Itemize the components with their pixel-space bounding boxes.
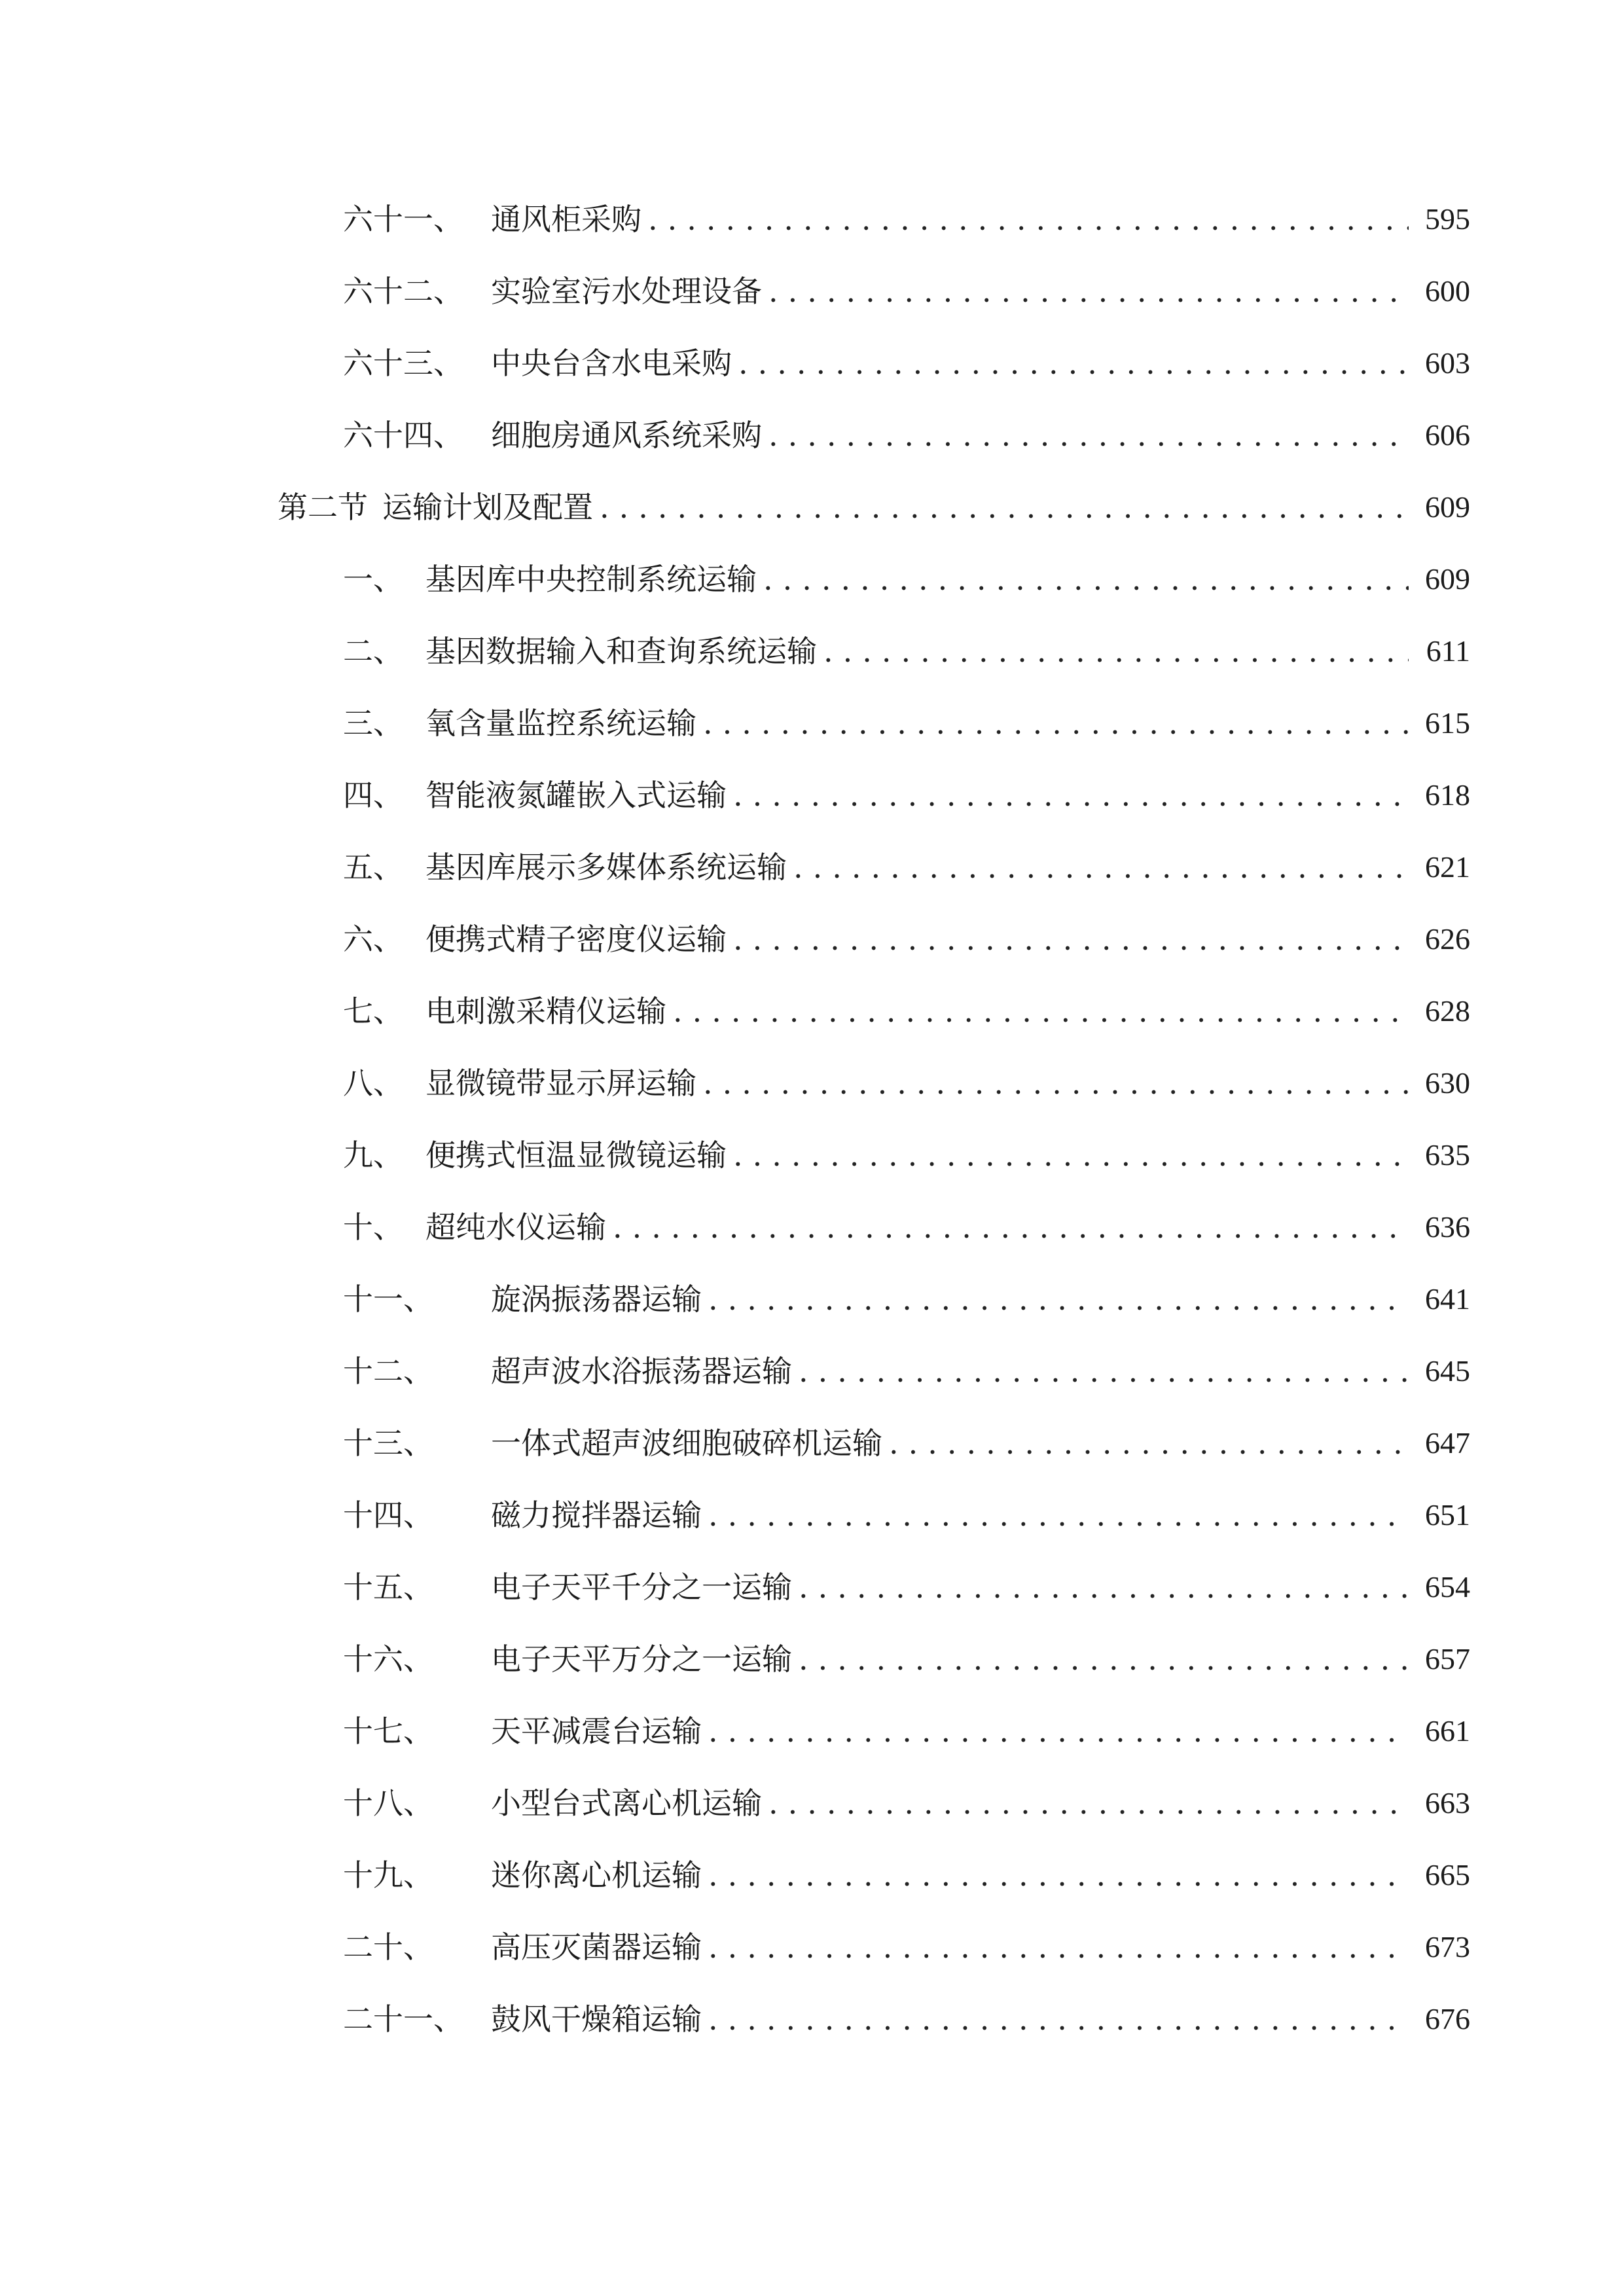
toc-dot-leader — [708, 1276, 1409, 1322]
toc-dot-leader — [708, 1492, 1409, 1538]
toc-entry-title: 细胞房通风系统采购 — [491, 418, 762, 453]
toc-entry-title: 基因库展示多媒体系统运输 — [425, 850, 787, 885]
toc-entry-title: 旋涡振荡器运输 — [491, 1282, 702, 1317]
toc-entry[interactable] — [343, 556, 1470, 602]
toc-entry[interactable] — [343, 1924, 1470, 1970]
toc-entry[interactable] — [343, 1492, 1470, 1538]
toc-entry-page: 606 — [1425, 418, 1470, 452]
toc-dot-leader — [738, 340, 1409, 386]
toc-entry-page: 635 — [1425, 1138, 1470, 1172]
toc-dot-leader — [703, 1060, 1409, 1106]
toc-entry[interactable] — [343, 1204, 1470, 1250]
toc-entry-page: 661 — [1425, 1714, 1470, 1748]
toc-entry-number: 十九、 — [343, 1857, 433, 1893]
toc-entry-title: 超声波水浴振荡器运输 — [491, 1354, 792, 1389]
toc-entry[interactable] — [343, 196, 1470, 242]
toc-entry-page: 676 — [1425, 2002, 1470, 2036]
toc-entry-title: 一体式超声波细胞破碎机运输 — [491, 1426, 882, 1461]
toc-entry-title: 小型台式离心机运输 — [491, 1785, 762, 1821]
toc-entry[interactable] — [343, 268, 1470, 314]
toc-entry-number: 十六、 — [343, 1641, 433, 1677]
toc-entry-page: 630 — [1425, 1066, 1470, 1100]
toc-entry-number: 四、 — [343, 778, 403, 813]
toc-entry-number: 三、 — [343, 706, 403, 741]
toc-entry[interactable] — [343, 1564, 1470, 1610]
toc-dot-leader — [673, 988, 1409, 1034]
toc-section-page: 609 — [1425, 490, 1470, 524]
toc-entry-title: 磁力搅拌器运输 — [491, 1498, 702, 1533]
toc-entry[interactable] — [343, 1636, 1470, 1682]
toc-entry-title: 迷你离心机运输 — [491, 1857, 702, 1893]
toc-dot-leader — [799, 1564, 1409, 1610]
toc-entry[interactable] — [343, 412, 1470, 458]
toc-dot-leader — [708, 1708, 1409, 1754]
toc-dot-leader — [799, 1636, 1409, 1682]
toc-entry-number: 六十四、 — [343, 418, 463, 453]
toc-entry-title: 显微镜带显示屏运输 — [425, 1066, 696, 1101]
toc-entry[interactable] — [343, 340, 1470, 386]
toc-section-number: 第二节 — [278, 490, 368, 525]
toc-dot-leader — [889, 1420, 1409, 1466]
toc-dot-leader — [708, 1924, 1409, 1970]
toc-dot-leader — [768, 268, 1409, 314]
toc-entry[interactable] — [343, 1132, 1470, 1178]
toc-dot-leader — [768, 412, 1409, 458]
toc-entry-page: 651 — [1425, 1498, 1470, 1532]
toc-dot-leader — [600, 484, 1409, 530]
toc-section-entry[interactable] — [278, 484, 1470, 530]
toc-entry-number: 十七、 — [343, 1713, 433, 1749]
toc-entry-number: 九、 — [343, 1138, 403, 1173]
toc-entry-page: 641 — [1425, 1282, 1470, 1316]
toc-entry-number: 六十一、 — [343, 202, 463, 237]
toc-entry-page: 647 — [1425, 1426, 1470, 1460]
toc-entry-title: 高压灭菌器运输 — [491, 1929, 702, 1965]
toc-entry-page: 626 — [1425, 922, 1470, 956]
toc-entry-number: 十四、 — [343, 1498, 433, 1533]
toc-entry-title: 超纯水仪运输 — [425, 1210, 606, 1245]
toc-entry-title: 基因库中央控制系统运输 — [425, 562, 757, 597]
toc-dot-leader — [763, 556, 1409, 602]
toc-dot-leader — [708, 1996, 1409, 2042]
toc-entry-number: 六十三、 — [343, 346, 463, 381]
toc-entry-title: 智能液氮罐嵌入式运输 — [425, 778, 727, 813]
toc-entry-number: 十、 — [343, 1210, 403, 1245]
toc-entry[interactable] — [343, 1276, 1470, 1322]
toc-entry-number: 二十、 — [343, 1929, 433, 1965]
toc-entry-title: 便携式精子密度仪运输 — [425, 922, 727, 957]
toc-entry[interactable] — [343, 1780, 1470, 1826]
toc-entry-title: 电刺激采精仪运输 — [425, 994, 666, 1029]
toc-entry-page: 665 — [1425, 1858, 1470, 1892]
toc-entry-title: 通风柜采购 — [491, 202, 641, 237]
toc-dot-leader — [613, 1204, 1409, 1250]
toc-section-title: 运输计划及配置 — [382, 490, 593, 525]
toc-dot-leader — [733, 916, 1409, 962]
toc-entry-number: 六、 — [343, 922, 403, 957]
toc-entry-number: 十二、 — [343, 1354, 433, 1389]
toc-entry-page: 595 — [1425, 202, 1470, 236]
toc-entry-title: 氧含量监控系统运输 — [425, 706, 696, 741]
toc-entry-title: 便携式恒温显微镜运输 — [425, 1138, 727, 1173]
toc-entry-title: 基因数据输入和查询系统运输 — [425, 634, 817, 669]
toc-dot-leader — [708, 1852, 1409, 1898]
toc-entry-page: 621 — [1425, 850, 1470, 884]
toc-entry[interactable] — [343, 1852, 1470, 1898]
toc-entry-page: 615 — [1425, 706, 1470, 740]
toc-entry-title: 电子天平千分之一运输 — [491, 1570, 792, 1605]
toc-entry[interactable] — [343, 916, 1470, 962]
toc-entry[interactable] — [343, 1420, 1470, 1466]
toc-entry[interactable] — [343, 772, 1470, 818]
toc-dot-leader — [648, 196, 1409, 242]
toc-entry-number: 一、 — [343, 562, 403, 597]
toc-entry-title: 电子天平万分之一运输 — [491, 1641, 792, 1677]
toc-entry[interactable] — [343, 700, 1470, 746]
toc-entry-title: 中央台含水电采购 — [491, 346, 732, 381]
toc-entry-number: 二十一、 — [343, 2001, 463, 2037]
toc-entry-page: 645 — [1425, 1354, 1470, 1388]
toc-entry-number: 七、 — [343, 994, 403, 1029]
toc-entry[interactable] — [343, 628, 1470, 674]
toc-entry-page: 663 — [1425, 1786, 1470, 1820]
toc-entry-page: 673 — [1425, 1930, 1470, 1964]
toc-dot-leader — [768, 1780, 1409, 1826]
toc-entry-page: 600 — [1425, 274, 1470, 308]
toc-dot-leader — [733, 772, 1409, 818]
toc-dot-leader — [703, 700, 1409, 746]
toc-entry-page: 628 — [1425, 994, 1470, 1028]
toc-entry-number: 六十二、 — [343, 274, 463, 309]
toc-entry-number: 十五、 — [343, 1570, 433, 1605]
toc-entry-number: 十八、 — [343, 1785, 433, 1821]
toc-entry-number: 二、 — [343, 634, 403, 669]
toc-entry-number: 十一、 — [343, 1282, 433, 1317]
toc-entry-page: 654 — [1425, 1570, 1470, 1604]
toc-entry[interactable] — [343, 844, 1470, 890]
toc-entry-number: 十三、 — [343, 1426, 433, 1461]
toc-dot-leader — [733, 1132, 1409, 1178]
toc-dot-leader — [799, 1348, 1409, 1394]
toc-entry[interactable] — [343, 988, 1470, 1034]
toc-entry-page: 611 — [1426, 634, 1470, 668]
toc-entry-page: 618 — [1425, 778, 1470, 812]
toc-entry[interactable] — [343, 1060, 1470, 1106]
toc-dot-leader — [823, 628, 1409, 674]
toc-entry-title: 鼓风干燥箱运输 — [491, 2001, 702, 2037]
toc-entry-page: 609 — [1425, 562, 1470, 596]
toc-entry-title: 天平减震台运输 — [491, 1713, 702, 1749]
toc-entry-title: 实验室污水处理设备 — [491, 274, 762, 309]
toc-entry-number: 八、 — [343, 1066, 403, 1101]
toc-entry-page: 657 — [1425, 1642, 1470, 1676]
toc-entry-page: 603 — [1425, 346, 1470, 380]
toc-entry[interactable] — [343, 1348, 1470, 1394]
toc-entry[interactable] — [343, 1708, 1470, 1754]
toc-entry-page: 636 — [1425, 1210, 1470, 1244]
toc-entry[interactable] — [343, 1996, 1470, 2042]
toc-entry-number: 五、 — [343, 850, 403, 885]
toc-dot-leader — [793, 844, 1409, 890]
